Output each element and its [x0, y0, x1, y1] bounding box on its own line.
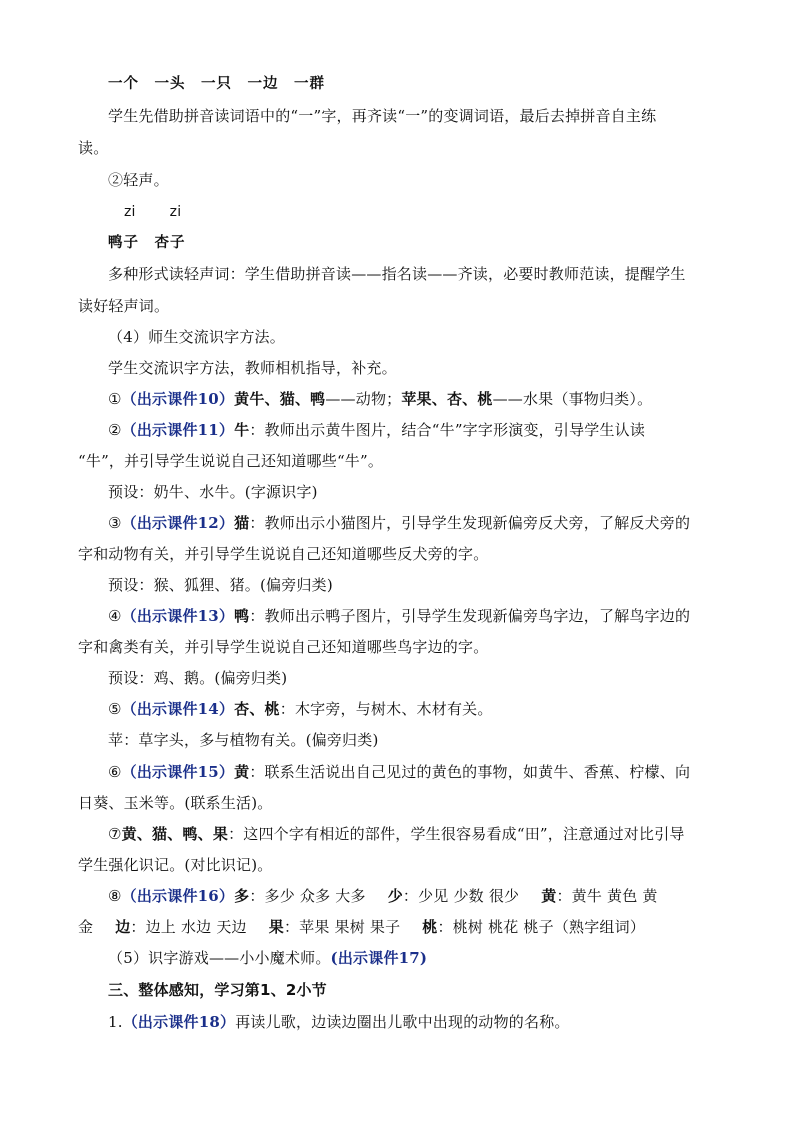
paragraph-line: 学生交流识字方法，教师相机指导，补充。: [108, 359, 397, 377]
list-marker: ⑦: [108, 825, 122, 843]
paragraph-line: ②轻声。: [108, 171, 169, 189]
text-segment: 再读儿歌，边读边圈出儿歌中出现的动物的名称。: [235, 1013, 570, 1031]
text-segment: ：教师出示鸭子图片，引导学生发现新偏旁鸟字边，了解鸟字边的: [249, 607, 691, 625]
pinyin-text: zi: [124, 204, 136, 220]
courseware-ref: （出示课件18）: [122, 1013, 236, 1031]
list-marker: ①: [108, 390, 122, 408]
courseware-ref: （出示课件10）: [121, 390, 235, 408]
text-segment: ：联系生活说出自己见过的黄色的事物，如黄牛、香蕉、柠檬、向: [249, 763, 691, 781]
paragraph-line: [108, 420, 748, 440]
paragraph-line: [108, 606, 748, 626]
key-chars: 黄: [234, 763, 250, 781]
list-marker: ②: [108, 421, 122, 439]
paragraph-line: 日葵、玉米等。(联系生活)。: [78, 794, 273, 812]
courseware-ref: （出示课件11）: [121, 421, 235, 439]
paragraph-line: 读。: [78, 139, 109, 157]
text-segment: ——水果（事物归类）。: [492, 390, 653, 408]
paragraph-line: 字和禽类有关，并引导学生说说自己还知道哪些鸟字边的字。: [78, 638, 489, 656]
courseware-ref: （出示课件15）: [121, 763, 235, 781]
paragraph-line: [78, 917, 718, 937]
key-chars: 边: [115, 918, 131, 936]
courseware-ref: （出示课件16）: [121, 887, 235, 905]
paragraph-line: [108, 762, 748, 782]
key-chars: 果: [268, 918, 284, 936]
key-chars: 多: [234, 887, 250, 905]
key-chars: 杏、桃: [234, 700, 280, 718]
pinyin-text: zi: [169, 204, 182, 220]
courseware-ref: （出示课件14）: [121, 700, 235, 718]
text-segment: 金: [78, 918, 94, 936]
paragraph-line: [108, 389, 748, 409]
text-segment: ：边上 水边 天边: [130, 918, 247, 936]
list-marker: ⑥: [108, 763, 122, 781]
text-segment: ：教师出示黄牛图片，结合“牛”字字形演变，引导学生认读: [249, 421, 646, 439]
yi-words-line: 一个 一头 一只 一边 一群: [108, 75, 325, 92]
paragraph-line: 预设：猴、狐狸、猪。(偏旁归类): [108, 576, 333, 594]
pinyin-line: [124, 202, 764, 222]
key-chars: 牛: [234, 421, 250, 439]
list-marker: ⑧: [108, 887, 122, 905]
paragraph-line: [108, 948, 748, 968]
paragraph-line: [108, 886, 748, 906]
key-chars: 黄牛、猫、鸭: [234, 390, 326, 408]
paragraph-line: [108, 513, 748, 533]
paragraph-line: 苹：草字头，多与植物有关。(偏旁归类): [108, 731, 379, 749]
text-segment: ：教师出示小猫图片，引导学生发现新偏旁反犬旁，了解反犬旁的: [249, 514, 691, 532]
list-marker: 1.: [108, 1013, 123, 1031]
paragraph-line: 多种形式读轻声词：学生借助拼音读——指名读——齐读，必要时教师范读，提醒学生: [108, 265, 686, 283]
paragraph-line: 预设：奶牛、水牛。(字源识字): [108, 483, 318, 501]
courseware-ref: （出示课件12）: [121, 514, 235, 532]
key-chars: 苹果、杏、桃: [401, 390, 493, 408]
key-chars: 桃: [422, 918, 438, 936]
paragraph-line: 学生强化识记。(对比识记)。: [78, 856, 273, 874]
key-chars: 少: [387, 887, 403, 905]
paragraph-line: 读好轻声词。: [78, 297, 170, 315]
paragraph-line: 预设：鸡、鹅。(偏旁归类): [108, 669, 288, 687]
list-marker: ③: [108, 514, 122, 532]
paragraph-line: 学生先借助拼音读词语中的“一”字，再齐读“一”的变调词语，最后去掉拼音自主练: [108, 107, 657, 125]
paragraph-line: [108, 1012, 748, 1032]
paragraph-line: （4）师生交流识字方法。: [108, 328, 285, 346]
text-segment: ——动物；: [325, 390, 402, 408]
text-segment: ：桃树 桃花 桃子（熟字组词）: [437, 918, 646, 936]
paragraph-line: 字和动物有关，并引导学生说说自己还知道哪些反犬旁的字。: [78, 545, 489, 563]
text-segment: ：黄牛 黄色 黄: [556, 887, 658, 905]
key-chars: 鸭: [234, 607, 250, 625]
text-segment: ：这四个字有相近的部件，学生很容易看成“田”，注意通过对比引导: [228, 825, 685, 843]
key-chars: 猫: [234, 514, 250, 532]
list-marker: ⑤: [108, 700, 122, 718]
light-tone-words: 鸭子 杏子: [108, 234, 186, 251]
paragraph-line: [108, 824, 748, 844]
text-segment: ：苹果 果树 果子: [283, 918, 401, 936]
courseware-ref: （出示课件13）: [121, 607, 235, 625]
paragraph-line: “牛”，并引导学生说说自己还知道哪些“牛”。: [78, 452, 384, 470]
key-chars: 黄、猫、鸭、果: [121, 825, 229, 843]
courseware-ref: (出示课件17): [330, 949, 428, 967]
text-segment: ：多少 众多 大多: [249, 887, 366, 905]
text-segment: ：少见 少数 很少: [402, 887, 520, 905]
list-marker: ④: [108, 607, 122, 625]
paragraph-line: [108, 699, 748, 719]
key-chars: 黄: [541, 887, 557, 905]
text-segment: ：木字旁，与树木、木材有关。: [279, 700, 493, 718]
section-heading: 三、整体感知，学习第1、2小节: [108, 981, 327, 999]
text-segment: （5）识字游戏——小小魔术师。: [108, 949, 331, 967]
